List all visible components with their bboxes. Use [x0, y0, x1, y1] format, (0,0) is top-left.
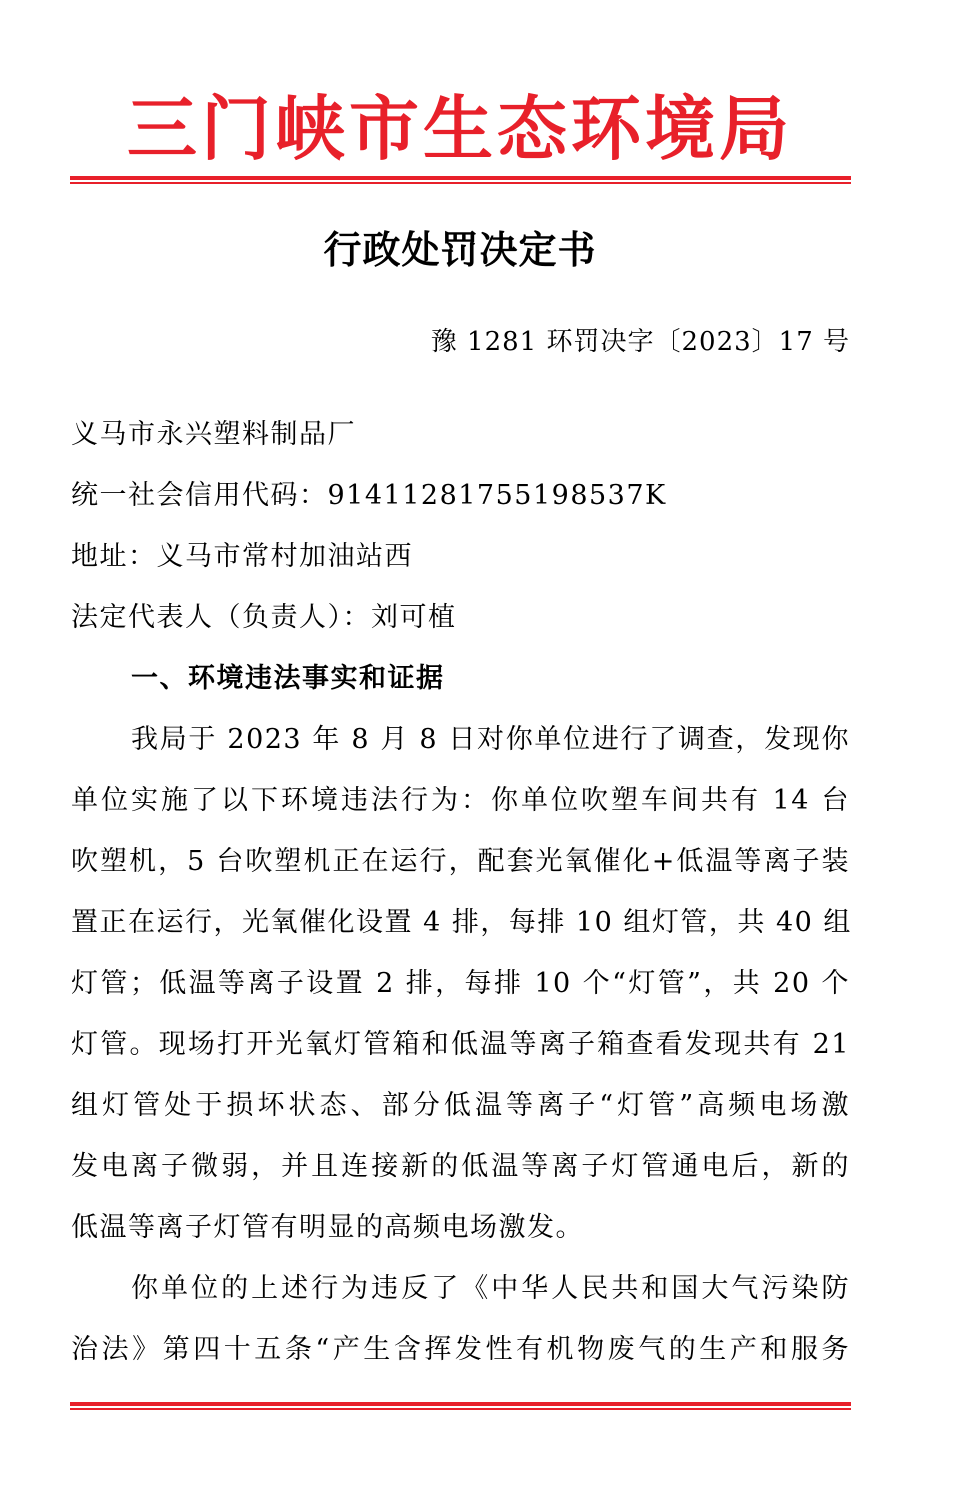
paragraph-line: 灯管；低温等离子设置 2 排，每排 10 个“灯管”，共 20 个	[71, 968, 850, 999]
paragraph-line: 置正在运行，光氧催化设置 4 排，每排 10 组灯管，共 40 组	[71, 907, 852, 938]
paragraph-line: 你单位的上述行为违反了《中华人民共和国大气污染防	[131, 1273, 850, 1304]
paragraph-legal-basis	[71, 1258, 850, 1380]
divider-thin-line	[70, 1408, 851, 1410]
paragraph-line: 我局于 2023 年 8 月 8 日对你单位进行了调查，发现你	[131, 724, 850, 755]
paragraph-line: 吹塑机，5 台吹塑机正在运行，配套光氧催化+低温等离子装	[71, 846, 850, 877]
agency-masthead: 三门峡市生态环境局	[127, 88, 793, 170]
document-body	[71, 404, 850, 1380]
document-number: 豫 1281 环罚决字〔2023〕17 号	[430, 327, 850, 357]
paragraph-line: 单位实施了以下环境违法行为：你单位吹塑车间共有 14 台	[71, 785, 850, 816]
divider-thick-line	[70, 1402, 851, 1406]
paragraph-line: 发电离子微弱，并且连接新的低温等离子灯管通电后，新的	[71, 1151, 850, 1182]
party-address: 地址：义马市常村加油站西	[71, 541, 413, 572]
document-title: 行政处罚决定书	[323, 227, 597, 272]
paragraph-line: 低温等离子灯管有明显的高频电场激发。	[71, 1212, 584, 1243]
divider-thick-line	[70, 176, 851, 180]
section-heading: 一、环境违法事实和证据	[131, 663, 445, 694]
footer-red-divider	[70, 1402, 851, 1410]
party-credit-code: 统一社会信用代码：91411281755198537K	[71, 480, 667, 511]
divider-thin-line	[70, 182, 851, 184]
paragraph-violation-facts	[71, 709, 850, 1258]
masthead-red-divider	[70, 176, 851, 184]
paragraph-line: 治法》第四十五条“产生含挥发性有机物废气的生产和服务	[71, 1334, 850, 1365]
party-name: 义马市永兴塑料制品厂	[71, 419, 356, 450]
paragraph-line: 灯管。现场打开光氧灯管箱和低温等离子箱查看发现共有 21	[71, 1029, 850, 1060]
party-representative: 法定代表人（负责人）：刘可植	[71, 602, 457, 633]
paragraph-line: 组灯管处于损坏状态、部分低温等离子“灯管”高频电场激	[71, 1090, 850, 1121]
